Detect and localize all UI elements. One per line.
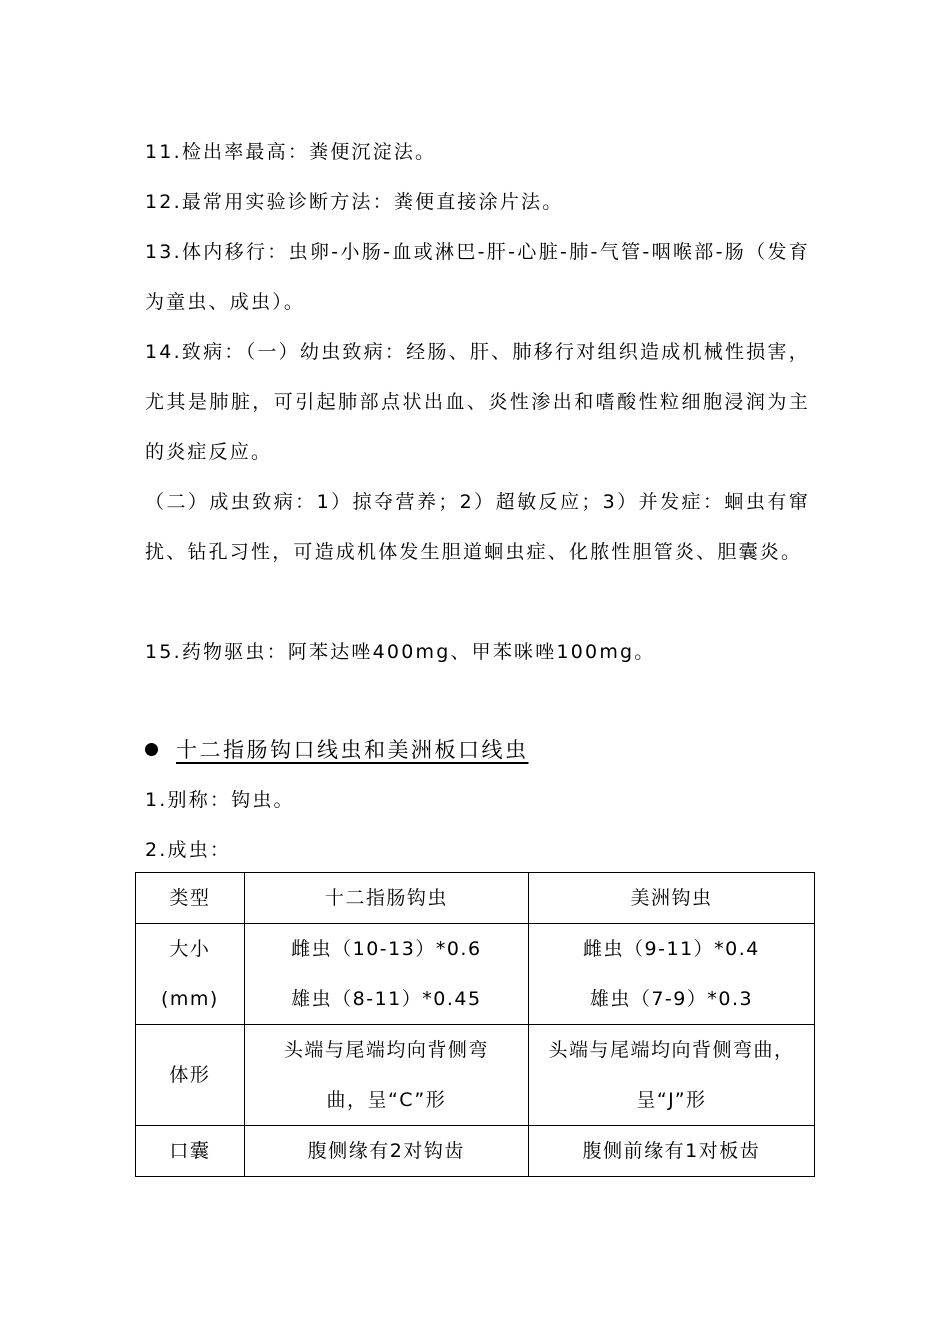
buccal-americanus: 腹侧前缘有1对板齿 (528, 1126, 814, 1177)
paragraph-12: 12.最常用实验诊断方法：粪便直接涂片法。 (145, 191, 564, 213)
size-label-line1: 大小 (169, 938, 211, 960)
buccal-duodenale: 腹侧缘有2对钩齿 (244, 1126, 528, 1177)
section-heading (145, 730, 529, 770)
table-row-size (136, 924, 815, 1025)
shape-duodenale (244, 1025, 528, 1126)
header-duodenale: 十二指肠钩虫 (244, 873, 528, 924)
shape-label: 体形 (136, 1025, 245, 1126)
size-duodenale-female: 雌虫（10-13）*0.6 (291, 938, 482, 960)
size-americanus (528, 924, 814, 1025)
paragraph-15: 15.药物驱虫：阿苯达唑400mg、甲苯咪唑100mg。 (145, 641, 656, 663)
header-type: 类型 (136, 873, 245, 924)
buccal-label: 口囊 (136, 1126, 245, 1177)
shape-duodenale-line1: 头端与尾端均向背侧弯 (283, 1039, 489, 1061)
shape-americanus-line1: 头端与尾端均向背侧弯曲， (548, 1039, 795, 1061)
shape-americanus-line2: 呈“J”形 (636, 1089, 707, 1111)
alias-line: 1.别称：钩虫。 (145, 789, 295, 811)
size-americanus-male: 雄虫（7-9）*0.3 (589, 988, 754, 1010)
table-row-shape (136, 1025, 815, 1126)
table-header-row (136, 873, 815, 924)
paragraph-14-adult: （二）成虫致病：1）掠夺营养；2）超敏反应；3）并发症：蛔虫有窜扰、钻孔习性，可造成机体发生胆道蛔虫症、化脓性胆管炎、胆囊炎。 (145, 491, 810, 563)
size-americanus-female: 雌虫（9-11）*0.4 (583, 938, 760, 960)
paragraph-14: 14.致病：（一）幼虫致病：经肠、肝、肺移行对组织造成机械性损害，尤其是肺脏，可引起肺部点状出血、炎性渗出和嗜酸性粒细胞浸润为主的炎症反应。 (145, 341, 810, 463)
paragraph-11: 11.检出率最高：粪便沉淀法。 (145, 141, 437, 163)
size-duodenale (244, 924, 528, 1025)
bullet-icon (145, 743, 158, 756)
table-row-buccal (136, 1126, 815, 1177)
size-label-line2: (mm) (160, 988, 219, 1010)
paragraph-13: 13.体内移行：虫卵-小肠-血或淋巴-肝-心脏-肺-气管-咽喉部-肠（发育为童虫、成虫）。 (145, 241, 810, 313)
size-duodenale-male: 雄虫（8-11）*0.45 (291, 988, 482, 1010)
size-label (136, 924, 245, 1025)
shape-duodenale-line2: 曲，呈“C”形 (326, 1089, 447, 1111)
adult-label: 2.成虫： (145, 839, 232, 861)
shape-americanus (528, 1025, 814, 1126)
header-americanus: 美洲钩虫 (528, 873, 814, 924)
section-heading-text: 十二指肠钩口线虫和美洲板口线虫 (176, 738, 529, 762)
hookworm-comparison-table (135, 872, 815, 1177)
